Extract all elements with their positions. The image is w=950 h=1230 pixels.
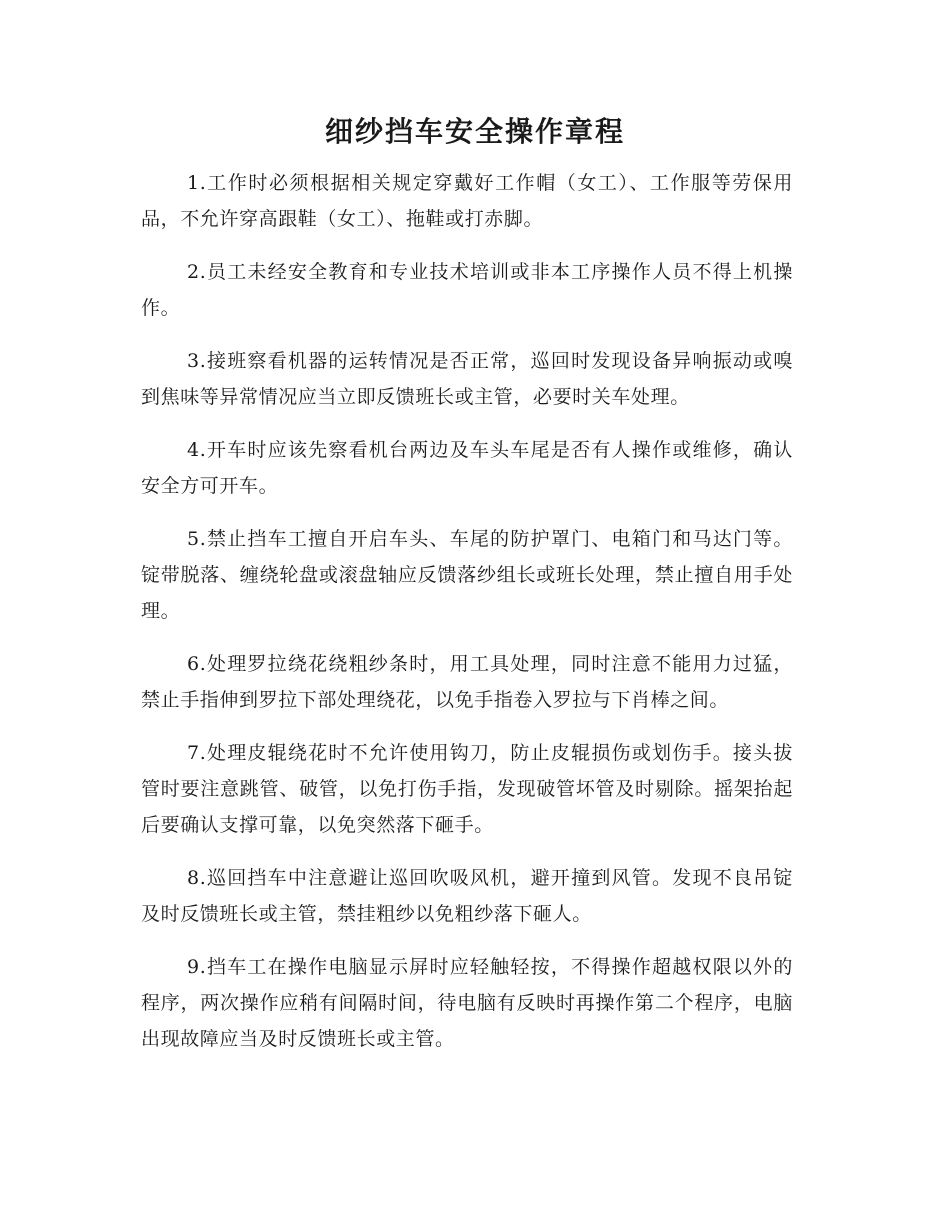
paragraph-1: 1.工作时必须根据相关规定穿戴好工作帽（女工）、工作服等劳保用品，不允许穿高跟鞋（女工）、拖鞋或打赤脚。 xyxy=(141,172,793,230)
paragraph-9: 9.挡车工在操作电脑显示屏时应轻触轻按，不得操作超越权限以外的程序，两次操作应稍有间隔时间，待电脑有反映时再操作第二个程序，电脑出现故障应当及时反馈班长或主管。 xyxy=(141,956,793,1050)
paragraph-5: 5.禁止挡车工擅自开启车头、车尾的防护罩门、电箱门和马达门等。锭带脱落、缠绕轮盘或滚盘轴应反馈落纱组长或班长处理，禁止擅自用手处理。 xyxy=(141,528,793,622)
paragraph-2: 2.员工未经安全教育和专业技术培训或非本工序操作人员不得上机操作。 xyxy=(141,261,793,319)
document-title: 细纱挡车安全操作章程 xyxy=(324,115,625,148)
paragraph-4: 4.开车时应该先察看机台两边及车头车尾是否有人操作或维修，确认安全方可开车。 xyxy=(141,439,793,497)
document-body xyxy=(141,165,793,1074)
paragraph-7: 7.处理皮辊绕花时不允许使用钩刀，防止皮辊损伤或划伤手。接头拔管时要注意跳管、破管，以免打伤手指，发现破管坏管及时剔除。摇架抬起后要确认支撑可靠，以免突然落下砸手。 xyxy=(141,742,793,836)
paragraph-3: 3.接班察看机器的运转情况是否正常，巡回时发现设备异响振动或嗅到焦味等异常情况应当立即反馈班长或主管，必要时关车处理。 xyxy=(141,350,793,408)
paragraph-6: 6.处理罗拉绕花绕粗纱条时，用工具处理，同时注意不能用力过猛，禁止手指伸到罗拉下部处理绕花，以免手指卷入罗拉与下肖棒之间。 xyxy=(141,653,793,711)
paragraph-8: 8.巡回挡车中注意避让巡回吹吸风机，避开撞到风管。发现不良吊锭及时反馈班长或主管，禁挂粗纱以免粗纱落下砸人。 xyxy=(141,867,793,925)
